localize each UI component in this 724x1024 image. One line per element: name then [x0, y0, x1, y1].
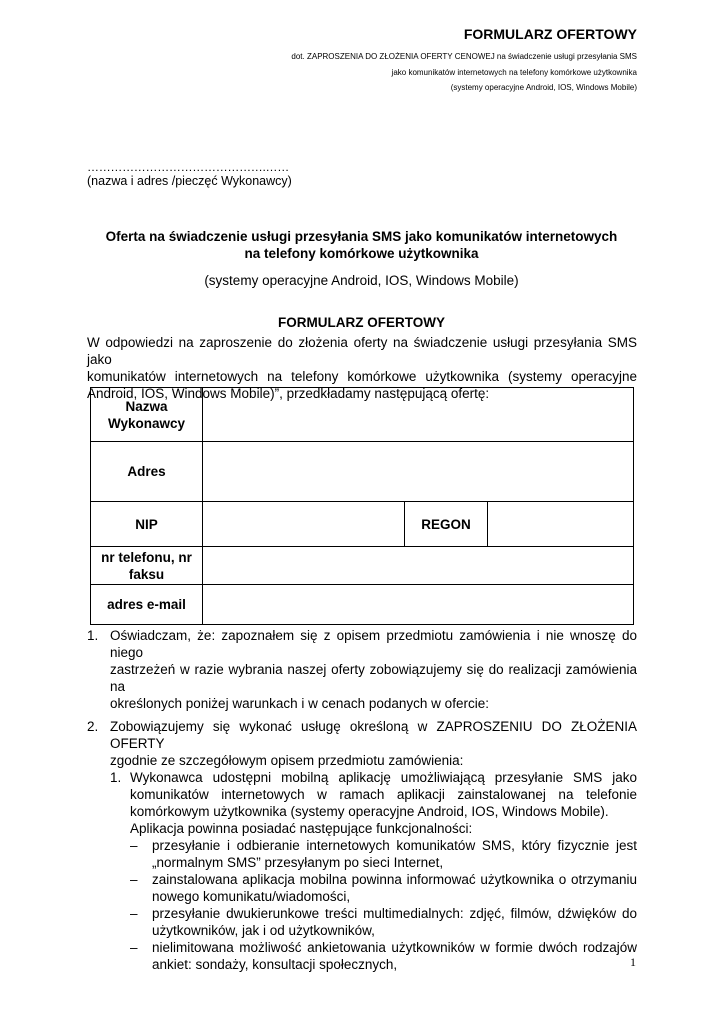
feature-bullet — [130, 939, 637, 973]
form-title: FORMULARZ OFERTOWY — [278, 315, 445, 330]
bullet-dash: – — [130, 838, 138, 853]
table-row — [91, 388, 634, 442]
list-item-line: zastrzeżeń w razie wybrania naszej oferty zobowiązujemy się do realizacji zamówienia na — [110, 662, 637, 694]
header-line-2: jako komunikatów internetowych na telefony komórkowe użytkownika — [391, 68, 637, 77]
regon-value-cell[interactable] — [488, 502, 634, 547]
declarations-list — [87, 627, 637, 973]
regon-label-cell — [405, 502, 488, 547]
page-number: 1 — [630, 955, 636, 969]
feature-bullet — [130, 905, 637, 939]
offer-subtitle: (systemy operacyjne Android, IOS, Windows Mobile) — [204, 273, 519, 288]
intro-line: W odpowiedzi na zaproszenie do złożenia oferty na świadczenie usługi przesyłania SMS jako — [87, 335, 637, 367]
bullet-dash: – — [130, 940, 138, 955]
sub-item-line: Aplikacja powinna posiadać następujące funkcjonalności: — [130, 821, 473, 836]
bullet-line: ankiet: sondaży, konsultacji społecznych, — [152, 957, 398, 972]
intro-line: Android, IOS, Windows Mobile)”, przedkładamy następującą ofertę: — [87, 386, 490, 401]
bullet-line: przesyłanie i odbieranie internetowych komunikatów SMS, który fizycznie jest — [152, 838, 637, 853]
nip-value-cell[interactable] — [203, 502, 405, 547]
table-row — [91, 442, 634, 502]
table-row — [91, 547, 634, 585]
list-item-line: Oświadczam, że: zapoznałem się z opisem przedmiotu zamówienia i nie wnoszę do niego — [110, 628, 637, 660]
sub-item-line: komunikatów internetowych w ramach aplikacji zainstalowanej na telefonie — [130, 787, 637, 802]
list-item-line: określonych poniżej warunkach i w cenach podanych w ofercie: — [110, 696, 489, 711]
list-item-number: 1. — [87, 628, 99, 643]
sub-item-number: 1. — [110, 770, 122, 785]
nip-label: NIP — [135, 516, 158, 532]
header-line-3: (systemy operacyjne Android, IOS, Windows Mobile) — [450, 83, 637, 92]
name-value-cell[interactable] — [203, 388, 634, 442]
list-item-number: 2. — [87, 719, 99, 734]
name-label-1: Nazwa — [125, 398, 168, 414]
bullet-line: nielimitowana możliwość ankietowania użytkowników w formie dwóch rodzajów — [152, 940, 637, 955]
offer-title-line-2: na telefony komórkowe użytkownika — [244, 246, 479, 261]
address-label: Adres — [127, 464, 166, 479]
name-label-cell — [91, 388, 203, 442]
phone-value-cell[interactable] — [203, 547, 634, 585]
bullet-line: „normalnym SMS” przesyłanym po sieci Internet, — [152, 855, 444, 870]
list-item — [87, 718, 637, 973]
bullet-line: przesyłanie dwukierunkowe treści multimedialnych: zdjęć, filmów, dźwięków do — [152, 906, 637, 921]
contractor-label: (nazwa i adres /pieczęć Wykonawcy) — [87, 174, 292, 188]
sub-list-item — [110, 769, 637, 973]
table-row — [91, 585, 634, 625]
header-line-1: dot. ZAPROSZENIA DO ZŁOŻENIA OFERTY CENOWEJ na świadczenie usługi przesyłania SMS — [291, 52, 637, 61]
phone-label-2: faksu — [128, 566, 165, 582]
sub-item-line: Wykonawca udostępni mobilną aplikację umożliwiającą przesyłanie SMS jako — [130, 770, 637, 785]
phone-label-1: nr telefonu, nr — [101, 549, 192, 565]
sub-item-line: komórkowym użytkownika (systemy operacyjne Android, IOS, Windows Mobile). — [130, 804, 609, 819]
name-label-2: Wykonawcy — [107, 415, 186, 431]
email-value-cell[interactable] — [203, 585, 634, 625]
header-title: FORMULARZ OFERTOWY — [463, 26, 637, 42]
bullet-line: użytkowników, jak i od użytkowników, — [152, 923, 375, 938]
regon-label: REGON — [421, 516, 471, 532]
feature-bullet — [130, 871, 637, 905]
bullet-dash: – — [130, 906, 138, 921]
address-value-cell[interactable] — [203, 442, 634, 502]
intro-line: komunikatów internetowych na telefony komórkowe użytkownika (systemy operacyjne — [87, 369, 637, 384]
bullet-line: nowego komunikatu/wiadomości, — [152, 889, 351, 904]
address-label-cell — [91, 442, 203, 502]
bullet-line: zainstalowana aplikacja mobilna powinna informować użytkownika o otrzymaniu — [152, 872, 637, 887]
nip-label-cell — [91, 502, 203, 547]
email-label-cell — [91, 585, 203, 625]
list-item-line: zgodnie ze szczegółowym opisem przedmiotu zamówienia: — [110, 753, 464, 768]
table-row — [91, 502, 634, 547]
feature-bullet — [130, 837, 637, 871]
bullet-dash: – — [130, 872, 138, 887]
phone-label-cell — [91, 547, 203, 585]
contractor-form-table — [90, 387, 634, 625]
contractor-dots: ……………………………………….…… — [87, 160, 289, 174]
list-item-line: Zobowiązujemy się wykonać usługę określoną w ZAPROSZENIU DO ZŁOŻENIA OFERTY — [110, 719, 637, 751]
email-label: adres e-mail — [107, 597, 186, 612]
offer-title-line-1: Oferta na świadczenie usługi przesyłania SMS jako komunikatów internetowych — [105, 229, 618, 244]
list-item — [87, 627, 637, 712]
